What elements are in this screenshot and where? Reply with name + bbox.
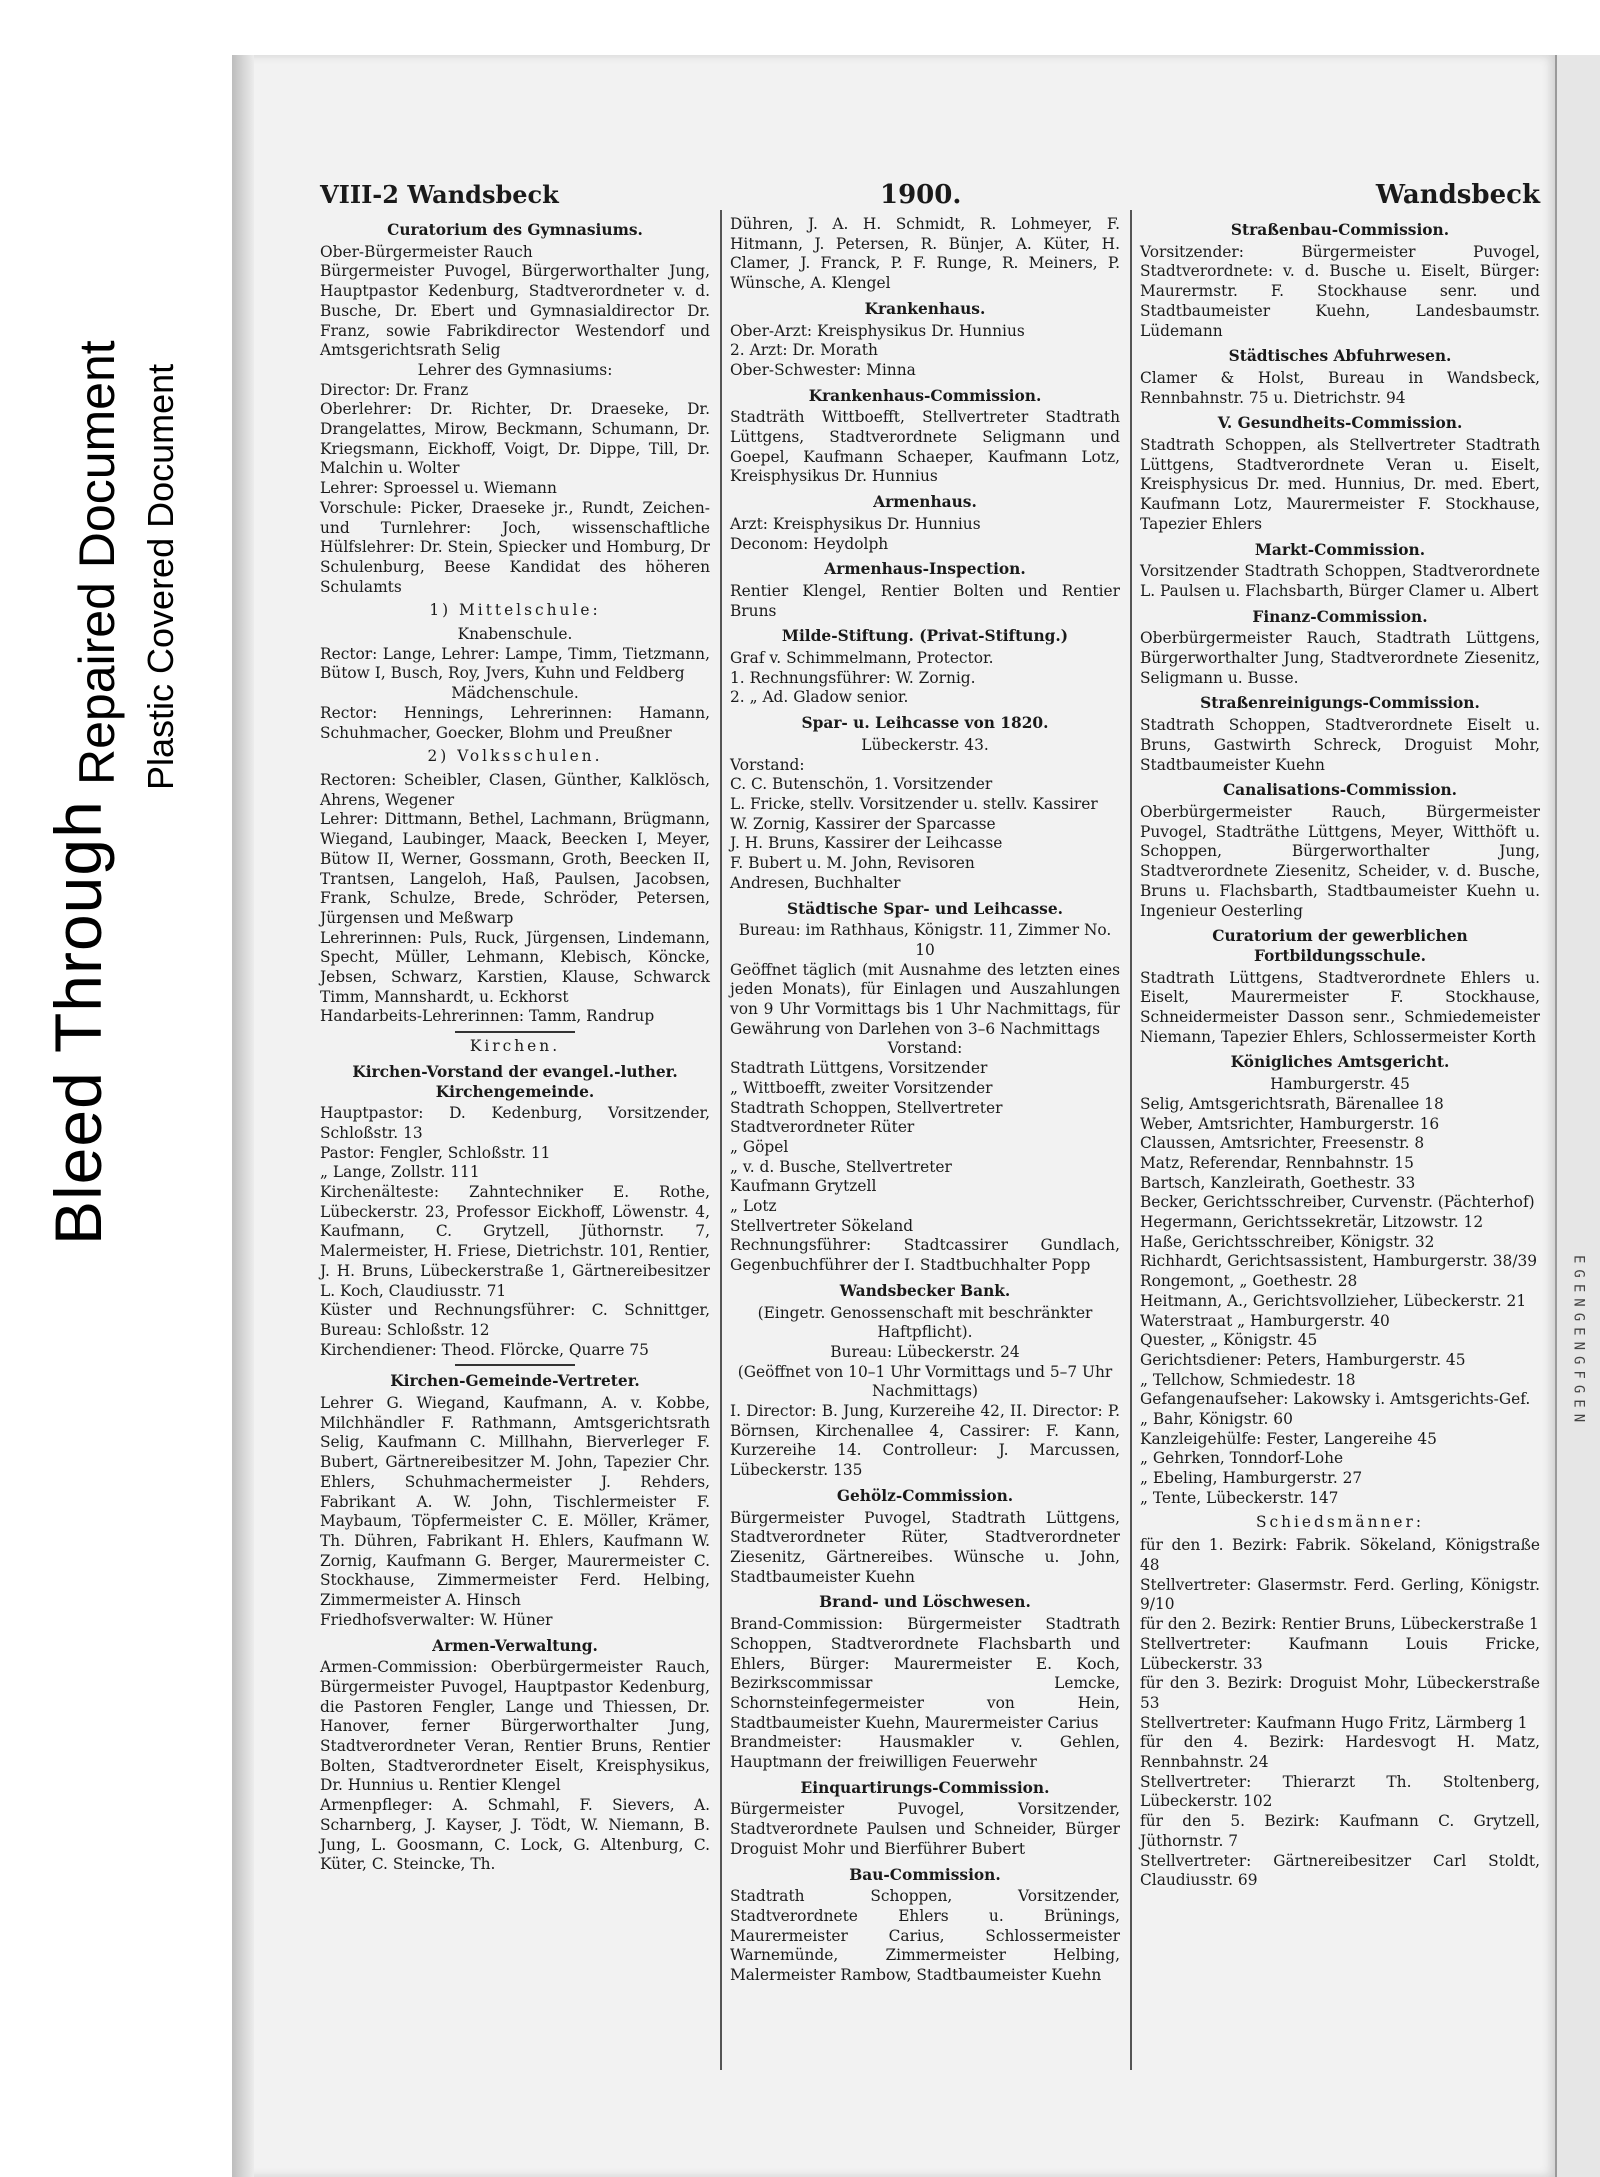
directory-entry: „ Tente, Lübeckerstr. 147 <box>1140 1488 1339 1507</box>
directory-entry: Matz, Referendar, Rennbahnstr. 15 <box>1140 1153 1414 1172</box>
bleed-through-label: Bleed Through <box>41 800 115 1245</box>
directory-entry: Küster und Rechnungsführer: C. Schnittger, Bureau: Schloßstr. 12 <box>320 1301 710 1339</box>
section-heading: Kirchen-Vorstand der evangel.-luther. Kirchengemeinde. <box>352 1062 678 1101</box>
directory-entry: Stadtverordneter Rüter <box>730 1118 915 1137</box>
section-heading: Markt-Commission. <box>1254 540 1426 559</box>
directory-entry: Rector: Hennings, Lehrerinnen: Hamann, Schuhmacher, Goecker, Blohm und Preußner <box>320 703 710 742</box>
directory-entry: Friedhofsverwalter: W. Hüner <box>320 1610 553 1629</box>
section-heading: Straßenreinigungs-Commission. <box>1200 694 1480 713</box>
directory-entry: Arzt: Kreisphysikus Dr. Hunnius <box>730 514 981 533</box>
centered-line: Bureau: Lübeckerstr. 24 <box>830 1342 1020 1361</box>
centered-line: Lehrer des Gymnasiums: <box>417 360 613 379</box>
page-header <box>320 180 1540 220</box>
section-heading: Gehölz-Commission. <box>836 1486 1014 1505</box>
centered-line: Mädchenschule. <box>451 684 579 703</box>
section-separator <box>455 1031 575 1033</box>
directory-entry: 2. Arzt: Dr. Morath <box>730 341 878 360</box>
directory-entry: Brandmeister: Hausmakler v. Gehlen, Hauptmann der freiwilligen Feuerwehr <box>730 1733 1120 1772</box>
directory-entry: Bürgermeister Puvogel, Stadtrath Lüttgens, Stadtverordneter Rüter, Stadtverordneter Ziesenitz, Gärtnereibes. Wünsche u. John, Stadtbaumeister Kuehn <box>730 1508 1120 1586</box>
directory-entry: Kaufmann Grytzell <box>730 1177 877 1196</box>
edge-text: EGENGENGFGEN <box>1570 1255 1587 1429</box>
section-heading: Armenhaus-Inspection. <box>824 560 1026 579</box>
directory-entry: Waterstraat „ Hamburgerstr. 40 <box>1140 1311 1390 1330</box>
directory-entry: Lehrer: Sproessel u. Wiemann <box>320 479 557 498</box>
directory-entry: Stadtrath Schoppen, Stadtverordnete Eiselt u. Bruns, Gastwirth Schreck, Droguist Mohr, Stadtbaumeister Kuehn <box>1140 716 1540 774</box>
directory-entry: Oberbürgermeister Rauch, Bürgermeister Puvogel, Stadträthe Lüttgens, Meyer, Witthöft u. Schoppen, Bürgerworthalter Jung, Stadtverordnete Ziesenitz, Scheider, v. d. Busche, Bruns u. Flachsbarth, Stadtbaumeister Kuehn u. Ingenieur Oesterling <box>1140 802 1540 920</box>
column-3 <box>1140 215 1540 1891</box>
directory-entry: „ Ebeling, Hamburgerstr. 27 <box>1140 1469 1363 1488</box>
fold-shadow <box>232 55 254 2177</box>
directory-entry: Vorstand: <box>730 755 805 774</box>
section-heading: Einquartirungs-Commission. <box>800 1778 1050 1797</box>
directory-entry: Oberbürgermeister Rauch, Stadtrath Lüttgens, Bürgerworthalter Jung, Stadtverordnete Ziesenitz, Seligmann u. Busse. <box>1140 629 1540 687</box>
directory-entry: W. Zornig, Kassirer der Sparcasse <box>730 814 996 833</box>
directory-entry: Kanzleigehülfe: Fester, Langereihe 45 <box>1140 1429 1437 1448</box>
scanned-page-area <box>232 55 1600 2177</box>
directory-entry: „ Wittboefft, zweiter Vorsitzender <box>730 1078 993 1097</box>
centered-line: Knabenschule. <box>457 625 573 644</box>
directory-entry: Rectoren: Scheibler, Clasen, Günther, Kalklösch, Ahrens, Wegener <box>320 770 710 809</box>
directory-entry: „ Göpel <box>730 1137 789 1156</box>
spaced-heading: Schiedsmänner: <box>1255 1512 1425 1531</box>
directory-entry: Brand-Commission: Bürgermeister Stadtrath Schoppen, Stadtverordnete Flachsbarth und Ehlers, Bürger: Maurermeister E. Koch, Bezirkscommissar Lemcke, Schornsteinfegermeister von Hein, Stadtbaumeister Kuehn, Maurermeister Carius <box>730 1615 1120 1732</box>
directory-entry: Lehrer G. Wiegand, Kaufmann, A. v. Kobbe, Milchhändler F. Rathmann, Amtsgerichtsrath Selig, Kaufmann C. Millhahn, Bierverleger F. Bubert, Gärtnereibesitzer M. John, Tapezier Chr. Ehlers, Schuhmachermeister J. Rehders, Fabrikant A. W. John, Tischlermeister F. Maybaum, Töpfermeister C. E. Möller, Krämer, Th. Dühren, Fabrikant H. Ehlers, Kaufmann W. Zornig, Kaufmann G. Berger, Maurermeister C. Stockhause, Zimmermeister Ferd. Helbing, Zimmermeister A. Hinsch <box>320 1394 710 1610</box>
directory-entry: „ Lange, Zollstr. 111 <box>320 1163 480 1182</box>
section-heading: Städtische Spar- und Leihcasse. <box>787 899 1063 918</box>
directory-entry: „ Lotz <box>730 1197 777 1216</box>
spaced-heading: 1) Mittelschule: <box>429 601 601 620</box>
directory-entry: Stellvertreter: Kaufmann Louis Fricke, Lübeckerstr. 33 <box>1140 1634 1540 1673</box>
directory-entry: für den 2. Bezirk: Rentier Bruns, Lübeckerstraße 1 <box>1140 1615 1539 1634</box>
directory-entry: Stadtrath Lüttgens, Vorsitzender <box>730 1059 988 1078</box>
directory-entry: Bürgermeister Puvogel, Vorsitzender, Stadtverordnete Paulsen und Schneider, Bürger Droguist Mohr und Bierführer Bubert <box>730 1800 1120 1858</box>
section-heading: Canalisations-Commission. <box>1222 781 1458 800</box>
directory-entry: F. Bubert u. M. John, Revisoren <box>730 854 975 873</box>
directory-entry: 1. Rechnungsführer: W. Zornig. <box>730 668 976 687</box>
directory-entry: 2. „ Ad. Gladow senior. <box>730 688 909 707</box>
directory-entry: Lehrer: Dittmann, Bethel, Lachmann, Brügmann, Wiegand, Laubinger, Maack, Beecken I, Meyer, Bütow II, Werner, Gossmann, Groth, Beecken II, Trantsen, Langeloh, Haß, Paulsen, Jacobsen, Frank, Schulze, Brede, Schröder, Petersen, Jürgensen und Meßwarp <box>320 810 710 927</box>
centered-line: Lübeckerstr. 43. <box>861 735 989 754</box>
directory-entry: Rechnungsführer: Stadtcassirer Gundlach, Gegenbuchführer der I. Stadtbuchhalter Popp <box>730 1236 1120 1275</box>
directory-entry: Gefangenaufseher: Lakowsky i. Amtsgerichts-Gef. <box>1140 1390 1531 1409</box>
directory-entry: „ v. d. Busche, Stellvertreter <box>730 1157 952 1176</box>
directory-entry: Director: Dr. Franz <box>320 380 469 399</box>
directory-entry: Stadträth Wittboefft, Stellvertreter Stadtrath Lüttgens, Stadtverordnete Seligmann und Goepel, Kaufmann Schaeper, Kaufmann Lotz, Kreisphysikus Dr. Hunnius <box>730 408 1120 486</box>
section-heading: V. Gesundheits-Commission. <box>1217 414 1463 433</box>
directory-entry: Heitmann, A., Gerichtsvollzieher, Lübeckerstr. 21 <box>1140 1291 1527 1310</box>
section-heading: Kirchen-Gemeinde-Vertreter. <box>390 1372 640 1391</box>
header-year: 1900. <box>880 180 962 210</box>
section-heading: Krankenhaus. <box>864 299 986 318</box>
header-left: VIII-2 Wandsbeck <box>320 180 559 209</box>
directory-entry: Rongemont, „ Goethestr. 28 <box>1140 1272 1358 1291</box>
column-1 <box>320 215 710 1875</box>
directory-entry: Stellvertreter: Thierarzt Th. Stoltenberg, Lübeckerstr. 102 <box>1140 1772 1540 1811</box>
directory-entry: Richhardt, Gerichtsassistent, Hamburgerstr. 38/39 <box>1140 1252 1538 1271</box>
directory-entry: Dühren, J. A. H. Schmidt, R. Lohmeyer, F. Hitmann, J. Petersen, R. Bünjer, A. Küter, H. Clamer, J. Franck, P. F. Runge, R. Meiners, P. Wünsche, A. Klengel <box>730 215 1120 293</box>
column-2 <box>730 215 1120 1986</box>
spaced-heading: 2) Volksschulen. <box>427 747 603 766</box>
directory-entry: Stadtrath Schoppen, Vorsitzender, Stadtverordnete Ehlers u. Brünings, Maurermeister Carius, Schlossermeister Warnemünde, Zimmermeister Helbing, Malermeister Rambow, Stadtbaumeister Kuehn <box>730 1887 1120 1985</box>
directory-entry: Pastor: Fengler, Schloßstr. 11 <box>320 1143 551 1162</box>
directory-entry: Stadtrath Schoppen, Stellvertreter <box>730 1098 1003 1117</box>
directory-entry: Stadtrath Schoppen, als Stellvertreter Stadtrath Lüttgens, Stadtverordnete Veran u. Eiselt, Kreisphysicus Dr. med. Hunnius, Dr. med. Ebert, Kaufmann Lotz, Maurermeister F. Stockhause, Tapezier Ehlers <box>1140 436 1540 533</box>
directory-entry: Quester, „ Königstr. 45 <box>1140 1331 1318 1350</box>
centered-line: Hamburgerstr. 45 <box>1270 1075 1410 1094</box>
section-heading: Straßenbau-Commission. <box>1230 221 1450 239</box>
directory-entry: I. Director: B. Jung, Kurzereihe 42, II. Director: P. Börnsen, Kirchenallee 4, Cassirer: F. Kann, Kurzereihe 14. Controlleur: J. Marcussen, Lübeckerstr. 135 <box>730 1402 1120 1480</box>
directory-entry: Gerichtsdiener: Peters, Hamburgerstr. 45 <box>1140 1350 1466 1369</box>
directory-entry: Bürgermeister Puvogel, Bürgerworthalter Jung, Hauptpastor Kedenburg, Stadtverordneter v. d. Busche, Dr. Ebert und Gymnasialdirector Dr. Franz, sowie Fabrikdirector Westendorf und Amtsgerichtsrath Selig <box>320 262 710 360</box>
section-separator <box>455 1364 575 1366</box>
directory-entry: Becker, Gerichtsschreiber, Curvenstr. (Pächterhof) <box>1140 1193 1535 1212</box>
directory-entry: Vorsitzender Stadtrath Schoppen, Stadtverordnete L. Paulsen u. Flachsbarth, Bürger Clamer u. Albert <box>1140 562 1540 600</box>
section-heading: Städtisches Abfuhrwesen. <box>1228 347 1452 366</box>
directory-entry: Ober-Arzt: Kreisphysikus Dr. Hunnius <box>730 321 1025 340</box>
directory-entry: Andresen, Buchhalter <box>730 873 901 892</box>
section-heading: Finanz-Commission. <box>1252 607 1428 626</box>
section-heading: Curatorium des Gymnasiums. <box>387 221 643 239</box>
section-heading: Spar- u. Leihcasse von 1820. <box>801 714 1049 733</box>
column-rule-1 <box>720 210 722 2070</box>
directory-entry: Vorschule: Picker, Draeseke jr., Rundt, Zeichen- und Turnlehrer: Joch, wissenschaftliche Hülfslehrer: Dr. Stein, Spiecker und Homburg, Dr Schulenburg, Beese Kandidat des höheren Schulamts <box>320 498 710 596</box>
directory-entry: Kirchenälteste: Zahntechniker E. Rothe, Lübeckerstr. 23, Professor Eickhoff, Löwenstr. 4, Kaufmann, C. Grytzell, Jüthornstr. 7, Malermeister, H. Friese, Dietrichstr. 101, Rentier, J. H. Bruns, Lübeckerstraße 1, Gärtnereibesitzer L. Koch, Claudiusstr. 71 <box>320 1183 710 1300</box>
directory-entry: „ Gehrken, Tonndorf-Lohe <box>1140 1449 1344 1468</box>
directory-entry: „ Tellchow, Schmiedestr. 18 <box>1140 1370 1356 1389</box>
centered-line: Vorstand: <box>887 1039 963 1058</box>
directory-entry: Bartsch, Kanzleirath, Goethestr. 33 <box>1140 1173 1416 1192</box>
directory-entry: Armenpfleger: A. Schmahl, F. Sievers, A. Scharnberg, J. Kayser, J. Tödt, W. Niemann, B. Jung, L. Goosmann, C. Lock, G. Altenburg, C. Küter, C. Steincke, Th. <box>320 1796 710 1874</box>
directory-entry: Lehrerinnen: Puls, Ruck, Jürgensen, Lindemann, Specht, Müller, Lehmann, Klebisch, Köncke, Jebsen, Schwarz, Karstien, Klause, Schwarck Timm, Mannshardt, u. Eckhorst <box>320 928 710 1006</box>
directory-entry: Rentier Klengel, Rentier Bolten und Rentier Bruns <box>730 581 1120 620</box>
section-heading: Brand- und Löschwesen. <box>819 1593 1031 1612</box>
directory-entry: Stellvertreter: Gärtnereibesitzer Carl Stoldt, Claudiusstr. 69 <box>1140 1851 1540 1890</box>
header-right: Wandsbeck <box>1375 180 1540 210</box>
directory-entry: Handarbeits-Lehrerinnen: Tamm, Randrup <box>320 1007 655 1026</box>
directory-entry: Ober-Bürgermeister Rauch <box>320 242 533 261</box>
directory-entry: Stellvertreter: Kaufmann Hugo Fritz, Lärmberg 1 <box>1140 1713 1528 1732</box>
directory-entry: Haße, Gerichtsschreiber, Königstr. 32 <box>1140 1232 1435 1251</box>
section-heading: Königliches Amtsgericht. <box>1230 1053 1450 1072</box>
directory-entry: Weber, Amtsrichter, Hamburgerstr. 16 <box>1140 1114 1440 1133</box>
directory-entry: Stellvertreter: Glasermstr. Ferd. Gerling, Königstr. 9/10 <box>1140 1575 1540 1614</box>
directory-entry: Hegermann, Gerichtssekretär, Litzowstr. 12 <box>1140 1213 1484 1232</box>
section-heading: Armenhaus. <box>873 493 977 512</box>
directory-entry: Kirchendiener: Theod. Flörcke, Quarre 75 <box>320 1340 649 1359</box>
directory-entry: Vorsitzender: Bürgermeister Puvogel, Stadtverordnete: v. d. Busche u. Eiselt, Bürger: Maurermstr. F. Stockhause senr. und Stadtbaumeister Kuehn, Landesbaumstr. Lüdemann <box>1140 242 1540 340</box>
directory-entry: für den 5. Bezirk: Kaufmann C. Grytzell, Jüthornstr. 7 <box>1140 1812 1540 1850</box>
centered-line: Bureau: im Rathhaus, Königstr. 11, Zimmer No. 10 <box>738 921 1112 959</box>
next-page-edge <box>1555 55 1600 2177</box>
repaired-document-label: Repaired Document <box>69 340 125 785</box>
section-heading: Curatorium der gewerblichen Fortbildungsschule. <box>1212 927 1468 965</box>
centered-line: (Eingetr. Genossenschaft mit beschränkter Haftpflicht). <box>757 1303 1093 1342</box>
section-heading: Armen-Verwaltung. <box>432 1636 598 1655</box>
directory-entry: Armen-Commission: Oberbürgermeister Rauch, Bürgermeister Puvogel, Hauptpastor Kedenburg, die Pastoren Fengler, Lange und Thiessen, Dr. Hanover, ferner Bürgerworthalter Jung, Stadtverordneter Veran, Rentier Bruns, Rentier Bolten, Stadtverordneter Eiselt, Kreisphysikus, Dr. Hunnius u. Rentier Klengel <box>320 1658 710 1795</box>
section-heading: Wandsbecker Bank. <box>839 1281 1011 1300</box>
column-rule-2 <box>1130 210 1132 2070</box>
directory-entry: für den 4. Bezirk: Hardesvogt H. Matz, Rennbahnstr. 24 <box>1140 1733 1540 1772</box>
directory-entry: Geöffnet täglich (mit Ausnahme des letzten eines jeden Monats), für Einlagen und Auszahlungen von 9 Uhr Vormittags bis 1 Uhr Nachmittags, für Gewährung von Darlehen von 3–6 Nachmittags <box>730 960 1120 1038</box>
directory-entry: Stadtrath Lüttgens, Stadtverordnete Ehlers u. Eiselt, Maurermeister F. Stockhause, Schneidermeister Dasson senr., Schmiedemeister Niemann, Tapezier Ehlers, Schlossermeister Korth <box>1140 968 1540 1046</box>
directory-entry: Deconom: Heydolph <box>730 534 889 553</box>
section-heading: Krankenhaus-Commission. <box>808 386 1042 405</box>
directory-entry: Graf v. Schimmelmann, Protector. <box>730 649 994 668</box>
directory-entry: C. C. Butenschön, 1. Vorsitzender <box>730 775 993 794</box>
directory-entry: Rector: Lange, Lehrer: Lampe, Timm, Tietzmann, Bütow I, Busch, Roy, Jvers, Kuhn und Feldberg <box>320 644 710 683</box>
directory-entry: Hauptpastor: D. Kedenburg, Vorsitzender, Schloßstr. 13 <box>320 1104 710 1142</box>
directory-entry: Stellvertreter Sökeland <box>730 1216 914 1235</box>
section-heading: Milde-Stiftung. (Privat-Stiftung.) <box>781 627 1069 646</box>
directory-entry: J. H. Bruns, Kassirer der Leihcasse <box>730 834 1003 853</box>
directory-entry: L. Fricke, stellv. Vorsitzender u. stellv. Kassirer <box>730 794 1098 813</box>
document-page <box>232 55 1557 2177</box>
directory-entry: Oberlehrer: Dr. Richter, Dr. Draeseke, Dr. Drangelattes, Mirow, Beckmann, Schumann, Dr. Kriegsmann, Eickhoff, Voigt, Dr. Dippe, Till, Dr. Malchin u. Wolter <box>320 400 710 478</box>
directory-entry: für den 3. Bezirk: Droguist Mohr, Lübeckerstraße 53 <box>1140 1674 1540 1712</box>
side-labels <box>0 0 230 2177</box>
spaced-heading: Kirchen. <box>469 1037 561 1056</box>
directory-entry: Claussen, Amtsrichter, Freesenstr. 8 <box>1140 1134 1425 1153</box>
directory-entry: „ Bahr, Königstr. 60 <box>1140 1410 1293 1429</box>
directory-entry: für den 1. Bezirk: Fabrik. Sökeland, Königstraße 48 <box>1140 1536 1540 1574</box>
directory-entry: Ober-Schwester: Minna <box>730 360 916 379</box>
directory-entry: Clamer & Holst, Bureau in Wandsbeck, Rennbahnstr. 75 u. Dietrichstr. 94 <box>1140 368 1540 407</box>
directory-entry: Selig, Amtsgerichtsrath, Bärenallee 18 <box>1140 1094 1444 1113</box>
plastic-covered-label: Plastic Covered Document <box>140 363 181 790</box>
section-heading: Bau-Commission. <box>849 1865 1001 1884</box>
centered-line: (Geöffnet von 10–1 Uhr Vormittags und 5–7 Uhr Nachmittags) <box>737 1362 1113 1401</box>
